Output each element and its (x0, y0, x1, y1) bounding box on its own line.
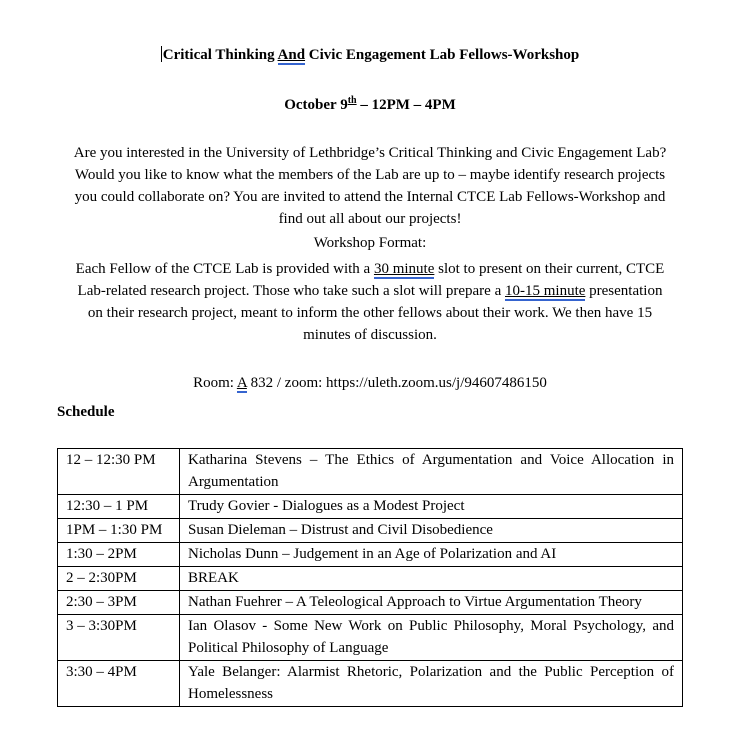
description-cell: Trudy Govier - Dialogues as a Modest Project (180, 495, 683, 519)
format-seg-2: slot to present on their current, CTCE Lab-related research project. Those who take such a slot will prepare a (77, 261, 665, 299)
grammar-underlined-text: And (277, 47, 306, 63)
date-post: – 12PM – 4PM (356, 97, 456, 113)
text-cursor (161, 46, 162, 62)
description-cell: Katharina Stevens – The Ethics of Argumentation and Voice Allocation in Argumentation (180, 449, 683, 495)
table-row (58, 615, 683, 661)
date-pre: October 9 (284, 97, 348, 113)
table-row (58, 449, 683, 495)
description-cell: Yale Belanger: Alarmist Rhetoric, Polarization and the Public Perception of Homelessness (180, 661, 683, 707)
room-pre: Room: (193, 375, 237, 391)
time-cell: 3 – 3:30PM (58, 615, 180, 661)
grammar-underlined-text: 30 minute (373, 261, 435, 277)
workshop-title (57, 44, 683, 66)
title-text-pre: Critical Thinking (162, 47, 278, 63)
time-cell: 2 – 2:30PM (58, 567, 180, 591)
room-zoom-line (57, 372, 683, 394)
table-row (58, 495, 683, 519)
description-cell: Nathan Fuehrer – A Teleological Approach to Virtue Argumentation Theory (180, 591, 683, 615)
intro-paragraph: Are you interested in the University of Lethbridge’s Critical Thinking and Civic Engagement Lab? Would you like to know what the members of the Lab are up to – maybe identify research projects you could collaborate on? You are invited to attend the Internal CTCE Lab Fellows-Workshop and find out all about our projects! (73, 145, 667, 227)
table-row (58, 543, 683, 567)
workshop-date (57, 94, 683, 116)
description-cell: Ian Olasov - Some New Work on Public Philosophy, Moral Psychology, and Political Philosophy of Language (180, 615, 683, 661)
table-row (58, 519, 683, 543)
time-cell: 3:30 – 4PM (58, 661, 180, 707)
room-post: 832 / zoom: https://uleth.zoom.us/j/94607486150 (246, 375, 547, 391)
format-seg-1: Each Fellow of the CTCE Lab is provided with a (75, 261, 374, 277)
title-text-post: Civic Engagement Lab Fellows-Workshop (305, 47, 580, 63)
time-cell: 2:30 – 3PM (58, 591, 180, 615)
format-paragraph (69, 258, 671, 346)
description-cell: Nicholas Dunn – Judgement in an Age of Polarization and AI (180, 543, 683, 567)
table-row (58, 567, 683, 591)
description-cell: Susan Dieleman – Distrust and Civil Disobedience (180, 519, 683, 543)
schedule-table (57, 448, 683, 707)
workshop-format-label: Workshop Format: (313, 235, 427, 251)
time-cell: 1PM – 1:30 PM (58, 519, 180, 543)
date-ordinal-suffix: th (347, 95, 357, 106)
time-cell: 12:30 – 1 PM (58, 495, 180, 519)
schedule-heading: Schedule (57, 404, 115, 420)
grammar-underlined-text: A (236, 375, 247, 391)
table-row (58, 661, 683, 707)
time-cell: 1:30 – 2PM (58, 543, 180, 567)
table-row (58, 591, 683, 615)
description-cell: BREAK (180, 567, 683, 591)
format-seg-3: presentation on their research project, meant to inform the other fellows about their work. We then have 15 minutes of discussion. (87, 283, 663, 343)
document-page[interactable] (57, 0, 683, 707)
grammar-underlined-text: 10-15 minute (505, 283, 586, 299)
time-cell: 12 – 12:30 PM (58, 449, 180, 495)
